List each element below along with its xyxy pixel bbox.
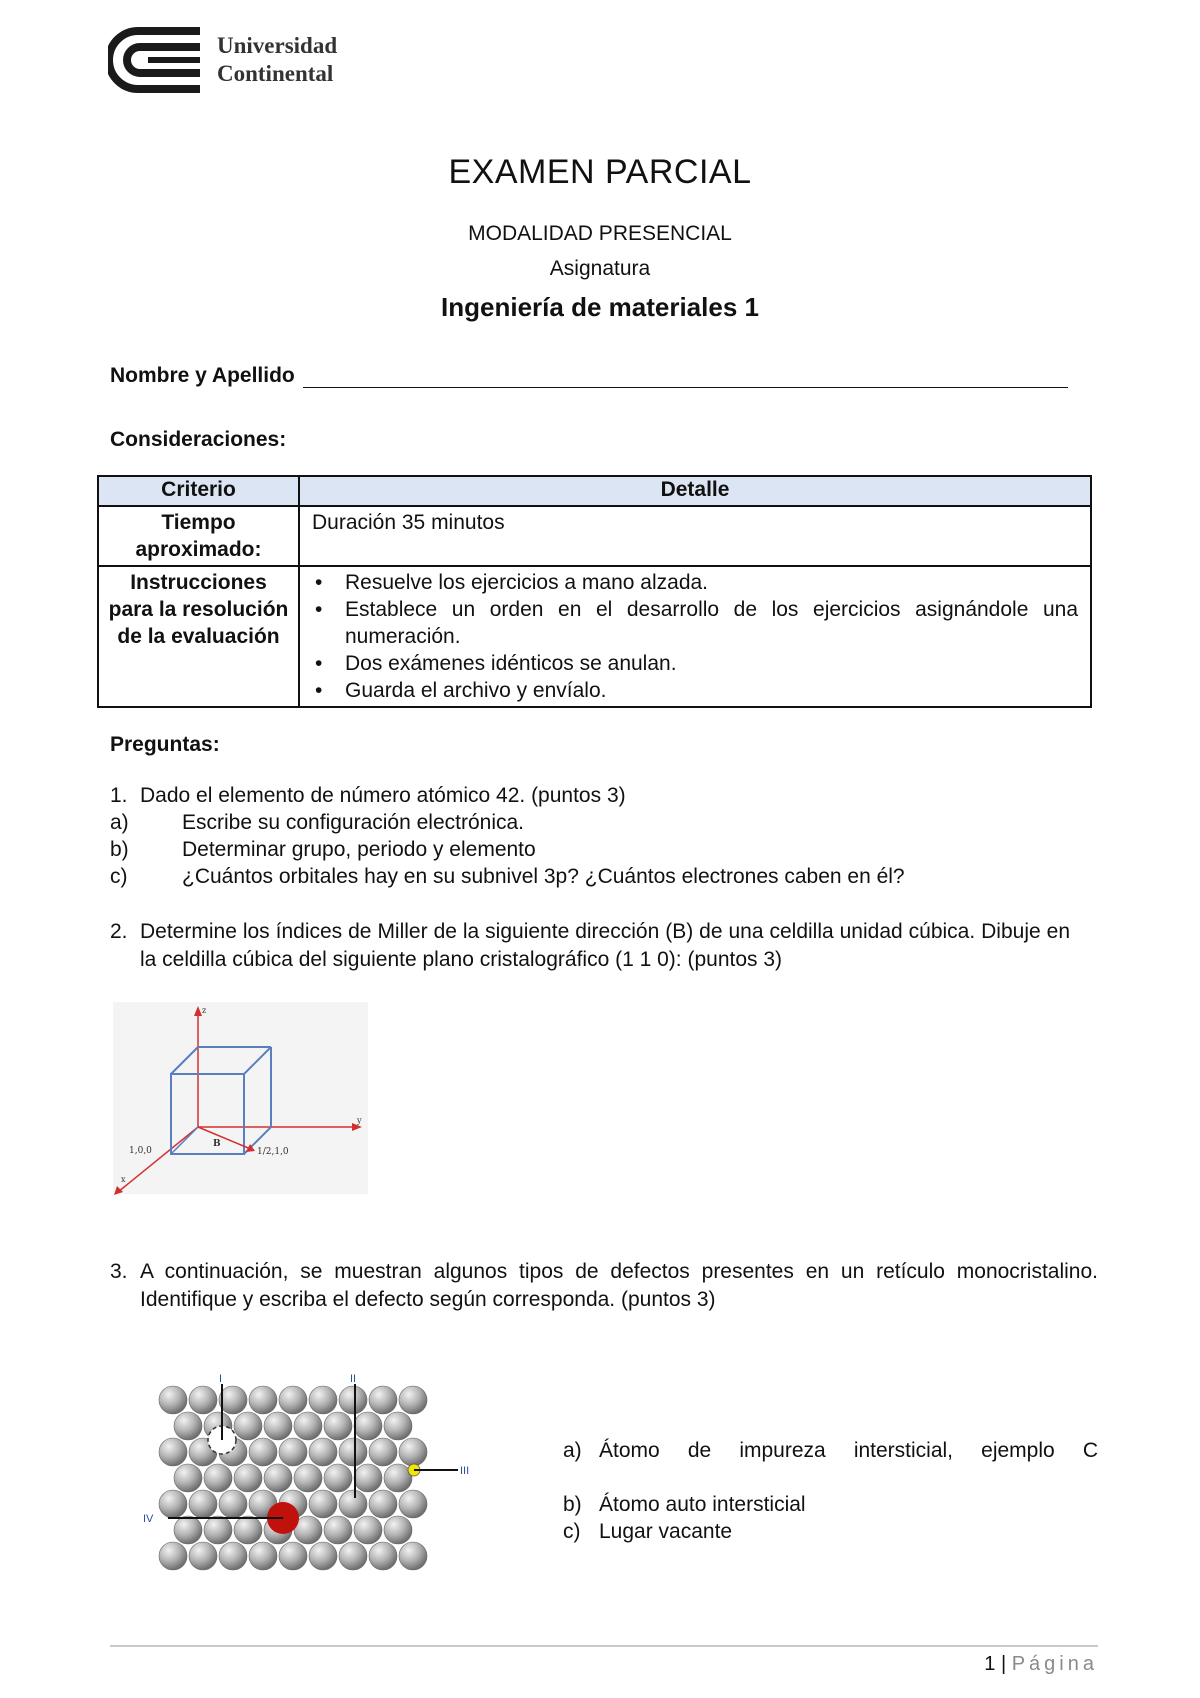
- page-number: 1: [984, 1653, 996, 1675]
- option-text: Átomo auto intersticial: [599, 1493, 806, 1516]
- subject-label: Asignatura: [549, 257, 651, 280]
- exam-title: EXAMEN PARCIAL: [448, 153, 752, 191]
- lattice-atom: [189, 1542, 217, 1570]
- option-a: [563, 1437, 1098, 1464]
- criterion-instructions: Instrucciones para la resolución de la evaluación: [98, 566, 299, 707]
- table-header-row: [98, 476, 1091, 506]
- question-3-text: A continuación, se muestran algunos tipos de defectos presentes en un retículo monocristalino. Identifique y escriba el defecto según corresponda. (puntos 3): [140, 1260, 1098, 1311]
- option-text: Átomo de impureza intersticial, ejemplo C: [599, 1439, 1098, 1462]
- lattice-atom: [324, 1412, 352, 1440]
- label-y: y: [357, 1116, 362, 1125]
- detail-time: Duración 35 minutos: [299, 506, 1091, 566]
- name-label: Nombre y Apellido: [110, 364, 295, 387]
- lattice-atom: [309, 1438, 337, 1466]
- name-blank-line[interactable]: [303, 365, 1068, 388]
- lattice-atom: [264, 1412, 292, 1440]
- lattice-atom: [204, 1464, 232, 1492]
- question-1-text: Dado el elemento de número atómico 42. (puntos 3): [140, 784, 626, 807]
- table-row: [98, 566, 1091, 707]
- question-3-number: 3.: [110, 1260, 128, 1283]
- lattice-atom: [399, 1542, 427, 1570]
- lattice-atom: [309, 1490, 337, 1518]
- atom-lattice: [159, 1386, 427, 1570]
- lattice-atom: [399, 1490, 427, 1518]
- crystal-defects-figure: [138, 1370, 478, 1590]
- lattice-atom: [339, 1438, 367, 1466]
- question-1-a: [110, 809, 524, 836]
- lattice-atom: [399, 1438, 427, 1466]
- lattice-atom: [339, 1490, 367, 1518]
- option-label: c): [563, 1520, 581, 1543]
- lattice-atom: [174, 1412, 202, 1440]
- lattice-atom: [324, 1464, 352, 1492]
- lattice-atom: [219, 1386, 247, 1414]
- option-label: a): [563, 1439, 582, 1462]
- lattice-atom: [219, 1490, 247, 1518]
- criterion-time: Tiempo aproximado:: [98, 506, 299, 566]
- sub-label: b): [110, 838, 129, 861]
- table-row: [98, 506, 1091, 566]
- lattice-atom: [369, 1386, 397, 1414]
- question-1-b: [110, 836, 536, 863]
- lattice-atom: [189, 1490, 217, 1518]
- label-z: z: [202, 1006, 207, 1015]
- list-item: • Establece un orden en el desarrollo de los ejercicios asignándole una numeración.: [312, 596, 1078, 650]
- lattice-atom: [279, 1386, 307, 1414]
- lattice-atom: [189, 1386, 217, 1414]
- lattice-atom: [234, 1516, 262, 1544]
- sub-label: c): [110, 865, 128, 888]
- lattice-atom: [339, 1542, 367, 1570]
- lattice-atom: [369, 1490, 397, 1518]
- label-x: x: [121, 1175, 126, 1184]
- lattice-atom: [249, 1542, 277, 1570]
- lattice-atom: [309, 1386, 337, 1414]
- lattice-atom: [159, 1542, 187, 1570]
- university-logo: [108, 25, 337, 95]
- lattice-atom: [204, 1516, 232, 1544]
- lattice-atom: [384, 1516, 412, 1544]
- lattice-atom: [399, 1386, 427, 1414]
- option-b: [563, 1491, 806, 1518]
- cubic-cell-figure: [113, 1002, 368, 1197]
- lattice-atom: [294, 1464, 322, 1492]
- label-i: I: [219, 1373, 223, 1385]
- lattice-atom: [369, 1438, 397, 1466]
- label-end: 1/2,1,0: [257, 1147, 289, 1157]
- question-1-c: [110, 863, 905, 890]
- lattice-atom: [294, 1412, 322, 1440]
- label-iii: III: [460, 1465, 470, 1477]
- label-iv: IV: [143, 1513, 154, 1525]
- lattice-atom: [234, 1412, 262, 1440]
- list-item: • Resuelve los ejercicios a mano alzada.: [312, 569, 1078, 596]
- considerations-label: Consideraciones:: [110, 428, 287, 451]
- lattice-atom: [249, 1438, 277, 1466]
- lattice-atom: [264, 1464, 292, 1492]
- lattice-atom: [159, 1490, 187, 1518]
- lattice-atom: [279, 1438, 307, 1466]
- option-label: b): [563, 1493, 582, 1516]
- page-word: Página: [1011, 1653, 1098, 1675]
- table-header-criterion: Criterio: [98, 476, 299, 506]
- logo-line1: Universidad: [217, 33, 338, 58]
- modality: MODALIDAD PRESENCIAL: [468, 222, 732, 245]
- footer-divider: [110, 1645, 1098, 1647]
- lattice-atom: [324, 1516, 352, 1544]
- option-text: Lugar vacante: [599, 1520, 733, 1543]
- lattice-atom: [354, 1516, 382, 1544]
- lattice-atom: [354, 1464, 382, 1492]
- lattice-atom: [369, 1542, 397, 1570]
- question-2-text: Determine los índices de Miller de la siguiente dirección (B) de una celdilla unidad cúbica. Dibuje en la celdilla cúbica del siguiente plano cristalográfico (1 1 0): (puntos 3): [140, 920, 1070, 971]
- page-separator: |: [1000, 1653, 1007, 1675]
- name-field-row: [110, 364, 1068, 388]
- sub-text: Escribe su configuración electrónica.: [182, 811, 525, 834]
- considerations-table: [97, 475, 1092, 708]
- table-header-detail: Detalle: [299, 476, 1091, 506]
- questions-label: Preguntas:: [110, 733, 220, 756]
- list-item: • Dos exámenes idénticos se anulan.: [312, 650, 1078, 677]
- lattice-atom: [174, 1516, 202, 1544]
- question-1: [110, 782, 626, 809]
- question-1-number: 1.: [110, 784, 128, 807]
- sub-text: Determinar grupo, periodo y elemento: [182, 838, 536, 861]
- lattice-atom: [159, 1386, 187, 1414]
- lattice-atom: [174, 1464, 202, 1492]
- detail-instructions: [299, 566, 1091, 707]
- lattice-atom: [339, 1386, 367, 1414]
- subject-name: Ingeniería de materiales 1: [441, 292, 759, 322]
- lattice-atom: [384, 1464, 412, 1492]
- label-b: B: [213, 1139, 221, 1149]
- label-origin: 1,0,0: [129, 1146, 152, 1156]
- logo-line2: Continental: [217, 61, 334, 86]
- sub-text: ¿Cuántos orbitales hay en su subnivel 3p? ¿Cuántos electrones caben en él?: [182, 865, 905, 888]
- lattice-atom: [354, 1412, 382, 1440]
- page-footer: [984, 1653, 1098, 1676]
- sub-label: a): [110, 811, 129, 834]
- lattice-atom: [384, 1412, 412, 1440]
- lattice-atom: [159, 1438, 187, 1466]
- list-item: • Guarda el archivo y envíalo.: [312, 677, 1078, 704]
- lattice-atom: [234, 1464, 262, 1492]
- lattice-atom: [279, 1542, 307, 1570]
- university-logo-icon: [108, 25, 203, 95]
- lattice-atom: [219, 1542, 247, 1570]
- label-ii: II: [350, 1373, 357, 1385]
- question-2-number: 2.: [110, 920, 128, 943]
- lattice-atom: [309, 1542, 337, 1570]
- lattice-atom: [249, 1386, 277, 1414]
- option-c: [563, 1518, 732, 1545]
